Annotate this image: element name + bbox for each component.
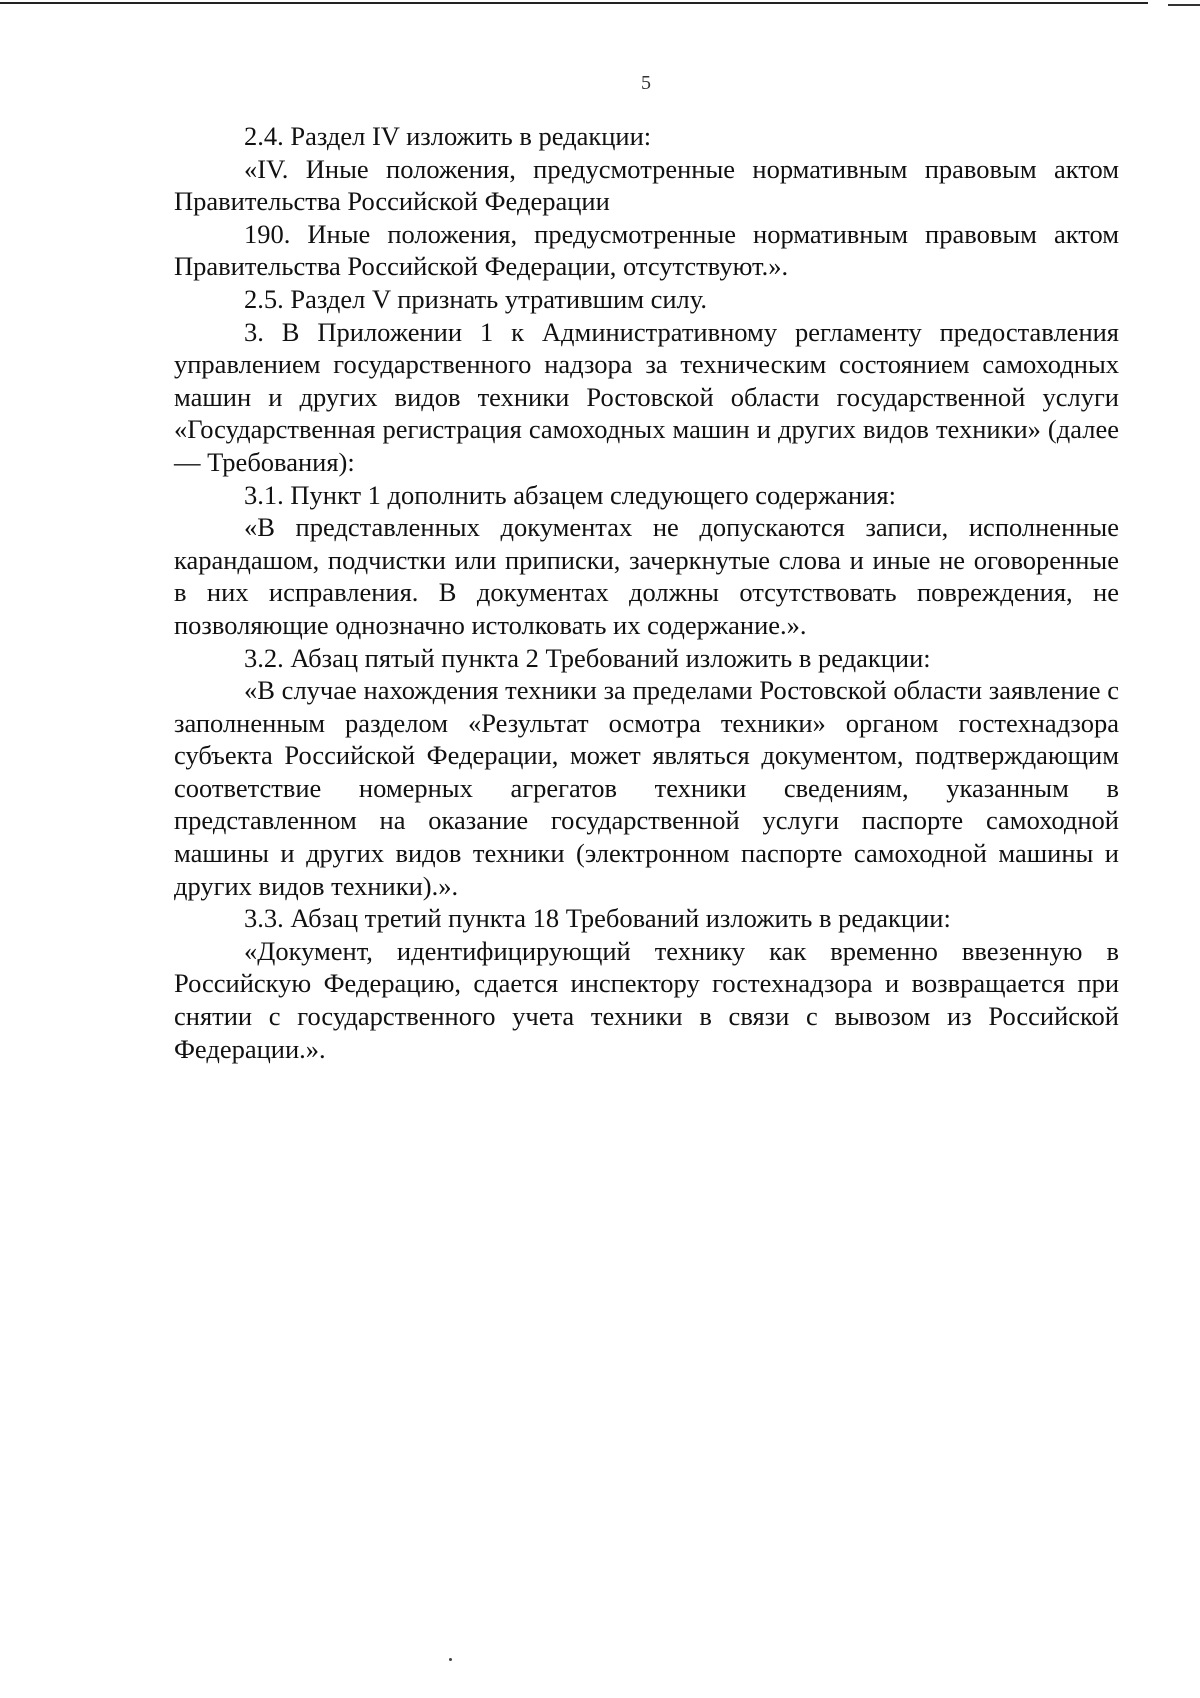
paragraph-3-2-quote: «В случае нахождения техники за пределами Ростовской области заявление с заполненным разделом «Результат осмотра техники» органом гостехнадзора субъекта Российской Федерации, может являться документом, подтверждающим соответствие номерных агрегатов техники сведениям, указанным в представленном на оказание государственной услуги паспорте самоходной машины и других видов техники (электронном паспорте самоходной машины и других видов техники).». bbox=[174, 675, 1119, 901]
paragraph-3-3: 3.3. Абзац третий пункта 18 Требований изложить в редакции: bbox=[244, 903, 951, 934]
paragraph-section-iv-heading: «IV. Иные положения, предусмотренные нормативным правовым актом Правительства Российской Федерации bbox=[174, 153, 1119, 217]
paragraph-3-1: 3.1. Пункт 1 дополнить абзацем следующего содержания: bbox=[244, 479, 896, 510]
scan-edge-right bbox=[1168, 4, 1200, 6]
document-body bbox=[174, 120, 1119, 1065]
paragraph-3-2: 3.2. Абзац пятый пункта 2 Требований изложить в редакции: bbox=[244, 642, 931, 673]
paragraph-190: 190. Иные положения, предусмотренные нормативным правовым актом Правительства Российской Федерации, отсутствуют.». bbox=[174, 218, 1119, 282]
paragraph-3-3-quote: «Документ, идентифицирующий технику как временно ввезенную в Российскую Федерацию, сдается инспектору гостехнадзора и возвращается при снятии с государственного учета техники в связи с вывозом из Российской Федерации.». bbox=[174, 935, 1119, 1064]
paragraph-3-1-quote: «В представленных документах не допускаются записи, исполненные карандашом, подчистки или приписки, зачеркнутые слова и иные не оговоренные в них исправления. В документах должны отсутствовать повреждения, не позволяющие однозначно истолковать их содержание.». bbox=[174, 512, 1119, 640]
page-number: 5 bbox=[641, 72, 651, 94]
paragraph-2-5: 2.5. Раздел V признать утратившим силу. bbox=[244, 283, 707, 314]
paragraph-3: 3. В Приложении 1 к Административному регламенту предоставления управлением государственного надзора за техническим состоянием самоходных машин и других видов техники Ростовской области государственной услуги «Государственная регистрация самоходных машин и других видов техники» (далее — Требования): bbox=[174, 316, 1119, 477]
scan-artifact-dot bbox=[449, 1658, 452, 1661]
scan-edge-top bbox=[0, 2, 1148, 4]
paragraph-2-4: 2.4. Раздел IV изложить в редакции: bbox=[244, 121, 652, 151]
